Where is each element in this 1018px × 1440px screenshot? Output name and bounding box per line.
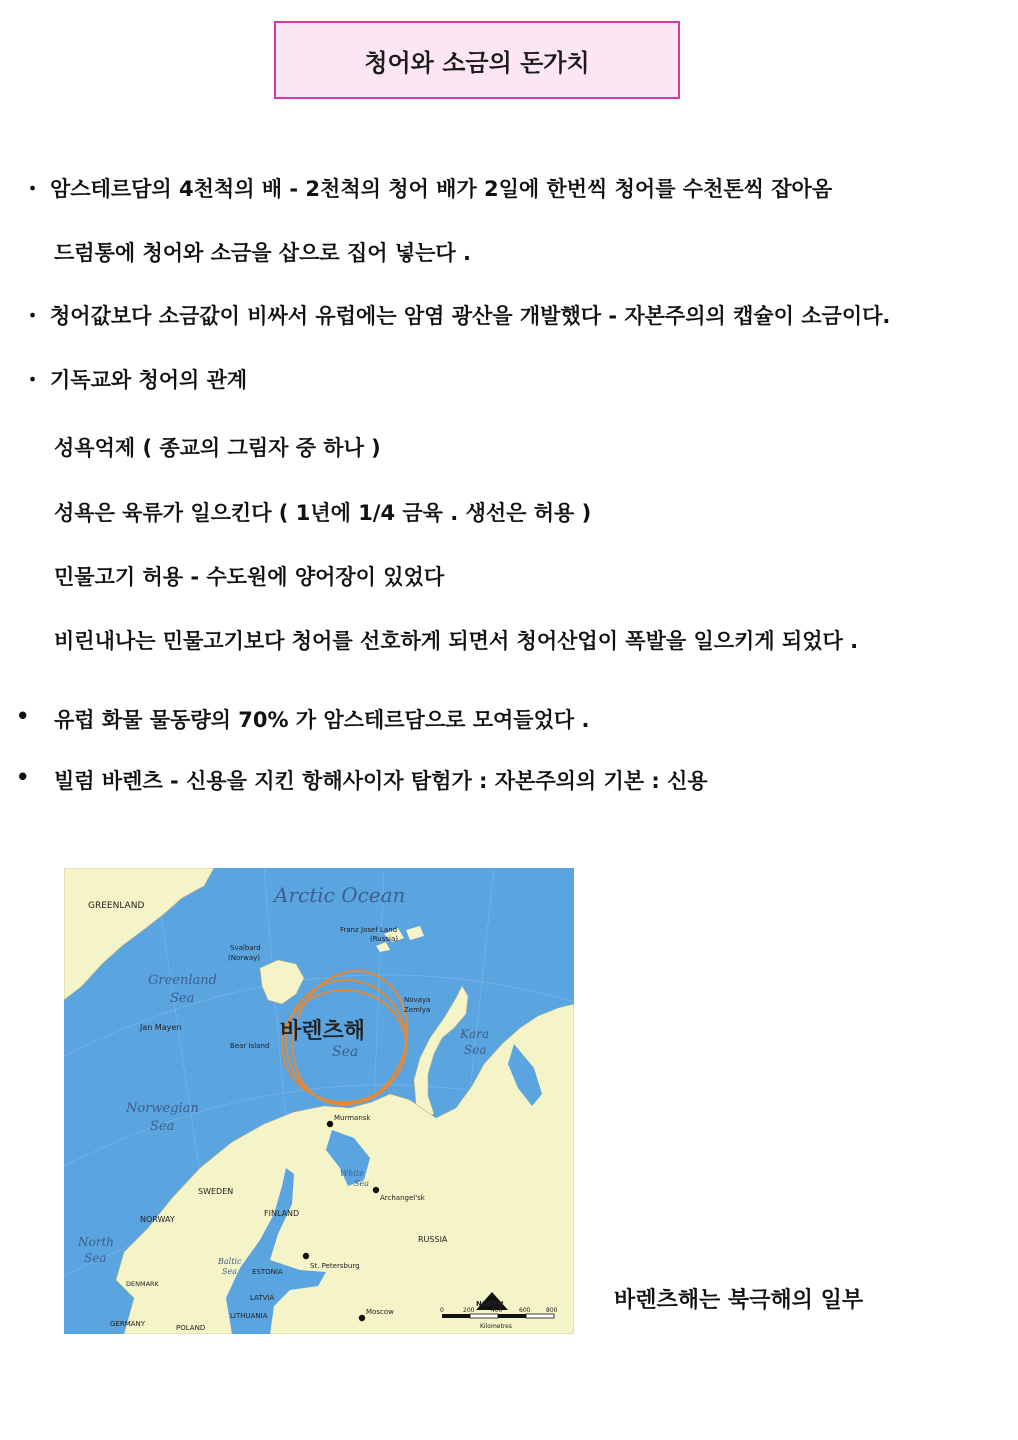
label-greenland: GREENLAND bbox=[88, 901, 145, 911]
label-greenland-sea-1: Greenland bbox=[148, 973, 217, 988]
scale-bar bbox=[442, 1314, 554, 1318]
label-white-sea-2: Sea bbox=[354, 1179, 369, 1188]
label-greenland-sea-2: Sea bbox=[170, 991, 195, 1006]
label-germany: GERMANY bbox=[110, 1320, 146, 1328]
label-barents-sea: Sea bbox=[332, 1044, 359, 1060]
label-finland: FINLAND bbox=[264, 1209, 300, 1218]
bullet-4: • bbox=[16, 704, 30, 728]
label-sweden: SWEDEN bbox=[198, 1187, 234, 1196]
text-line-6: 성욕은 육류가 일으킨다 ( 1년에 1/4 금육 . 생선은 허용 ) bbox=[54, 501, 592, 525]
label-norwegian-sea-2: Sea bbox=[150, 1119, 175, 1134]
label-north-sea-2: Sea bbox=[84, 1251, 107, 1265]
page-title: 청어와 소금의 돈가치 bbox=[274, 21, 680, 99]
map-caption: 바렌츠해는 북극해의 일부 bbox=[614, 1288, 864, 1313]
scale-tick-600: 600 bbox=[519, 1307, 531, 1314]
text-line-8: 비린내나는 민물고기보다 청어를 선호하게 되면서 청어산업이 폭발을 일으키게 되었다 . bbox=[54, 629, 859, 653]
scale-tick-400: 400 bbox=[491, 1307, 503, 1314]
label-franz-josef-1: Franz Josef Land bbox=[340, 926, 398, 934]
label-novaya-2: Zemlya bbox=[404, 1006, 431, 1014]
label-baltic-sea-2: Sea bbox=[222, 1267, 237, 1276]
label-poland: POLAND bbox=[176, 1324, 206, 1332]
scale-tick-200: 200 bbox=[463, 1307, 475, 1314]
text-line-4: 기독교와 청어의 관계 bbox=[50, 368, 248, 392]
label-svalbard-1: Svalbard bbox=[230, 944, 261, 952]
label-arctic-ocean: Arctic Ocean bbox=[274, 883, 406, 907]
bullet-2: ・ bbox=[22, 304, 43, 328]
label-bear-island: Bear Island bbox=[230, 1042, 270, 1050]
label-north: NORTH bbox=[476, 1300, 504, 1308]
text-line-2: 드럼통에 청어와 소금을 삽으로 집어 넣는다 . bbox=[54, 241, 471, 265]
label-novaya-1: Novaya bbox=[404, 996, 431, 1004]
label-kara-sea-1: Kara bbox=[460, 1027, 490, 1041]
label-estonia: ESTONIA bbox=[252, 1268, 283, 1276]
label-archangelsk: Archangel'sk bbox=[380, 1194, 425, 1202]
label-denmark: DENMARK bbox=[126, 1280, 159, 1288]
text-line-1: 암스테르담의 4천척의 배 - 2천척의 청어 배가 2일에 한번씩 청어를 수천톤씩 잡아옴 bbox=[50, 177, 833, 201]
text-line-10: 빌럼 바렌츠 - 신용을 지킨 항해사이자 탐험가 : 자본주의의 기본 : 신용 bbox=[54, 769, 708, 793]
text-line-7: 민물고기 허용 - 수도원에 양어장이 있었다 bbox=[54, 565, 445, 589]
label-norway: NORWAY bbox=[140, 1215, 175, 1224]
barents-sea-map bbox=[64, 868, 574, 1334]
label-latvia: LATVIA bbox=[250, 1294, 275, 1302]
bullet-1: ・ bbox=[22, 177, 43, 201]
text-line-9: 유럽 화물 물동량의 70% 가 암스테르담으로 모여들었다 . bbox=[54, 708, 590, 732]
label-white-sea-1: White bbox=[340, 1169, 364, 1178]
scale-tick-800: 800 bbox=[546, 1307, 558, 1314]
map-canvas bbox=[64, 868, 574, 1334]
label-murmansk: Murmansk bbox=[334, 1114, 371, 1122]
text-line-5: 성욕억제 ( 종교의 그림자 중 하나 ) bbox=[54, 436, 381, 460]
scale-unit: Kilometres bbox=[480, 1323, 512, 1330]
label-jan-mayen: Jan Mayen bbox=[140, 1023, 182, 1032]
label-moscow: Moscow bbox=[366, 1308, 394, 1316]
label-svalbard-2: (Norway) bbox=[228, 954, 261, 962]
label-kara-sea-2: Sea bbox=[464, 1043, 487, 1057]
label-st-petersburg: St. Petersburg bbox=[310, 1262, 360, 1270]
scale-tick-0: 0 bbox=[440, 1307, 444, 1314]
label-barents-korean: 바렌츠해 bbox=[280, 1019, 366, 1044]
label-baltic-sea-1: Baltic bbox=[218, 1257, 242, 1266]
label-russia: RUSSIA bbox=[418, 1235, 448, 1244]
bullet-5: • bbox=[16, 765, 30, 789]
label-norwegian-sea-1: Norwegian bbox=[126, 1101, 199, 1116]
bullet-3: ・ bbox=[22, 368, 43, 392]
label-lithuania: LITHUANIA bbox=[230, 1312, 268, 1320]
label-franz-josef-2: (Russia) bbox=[370, 935, 398, 943]
label-north-sea-1: North bbox=[78, 1235, 115, 1249]
text-line-3: 청어값보다 소금값이 비싸서 유럽에는 암염 광산을 개발했다 - 자본주의의 캡슐이 소금이다. bbox=[50, 304, 891, 328]
